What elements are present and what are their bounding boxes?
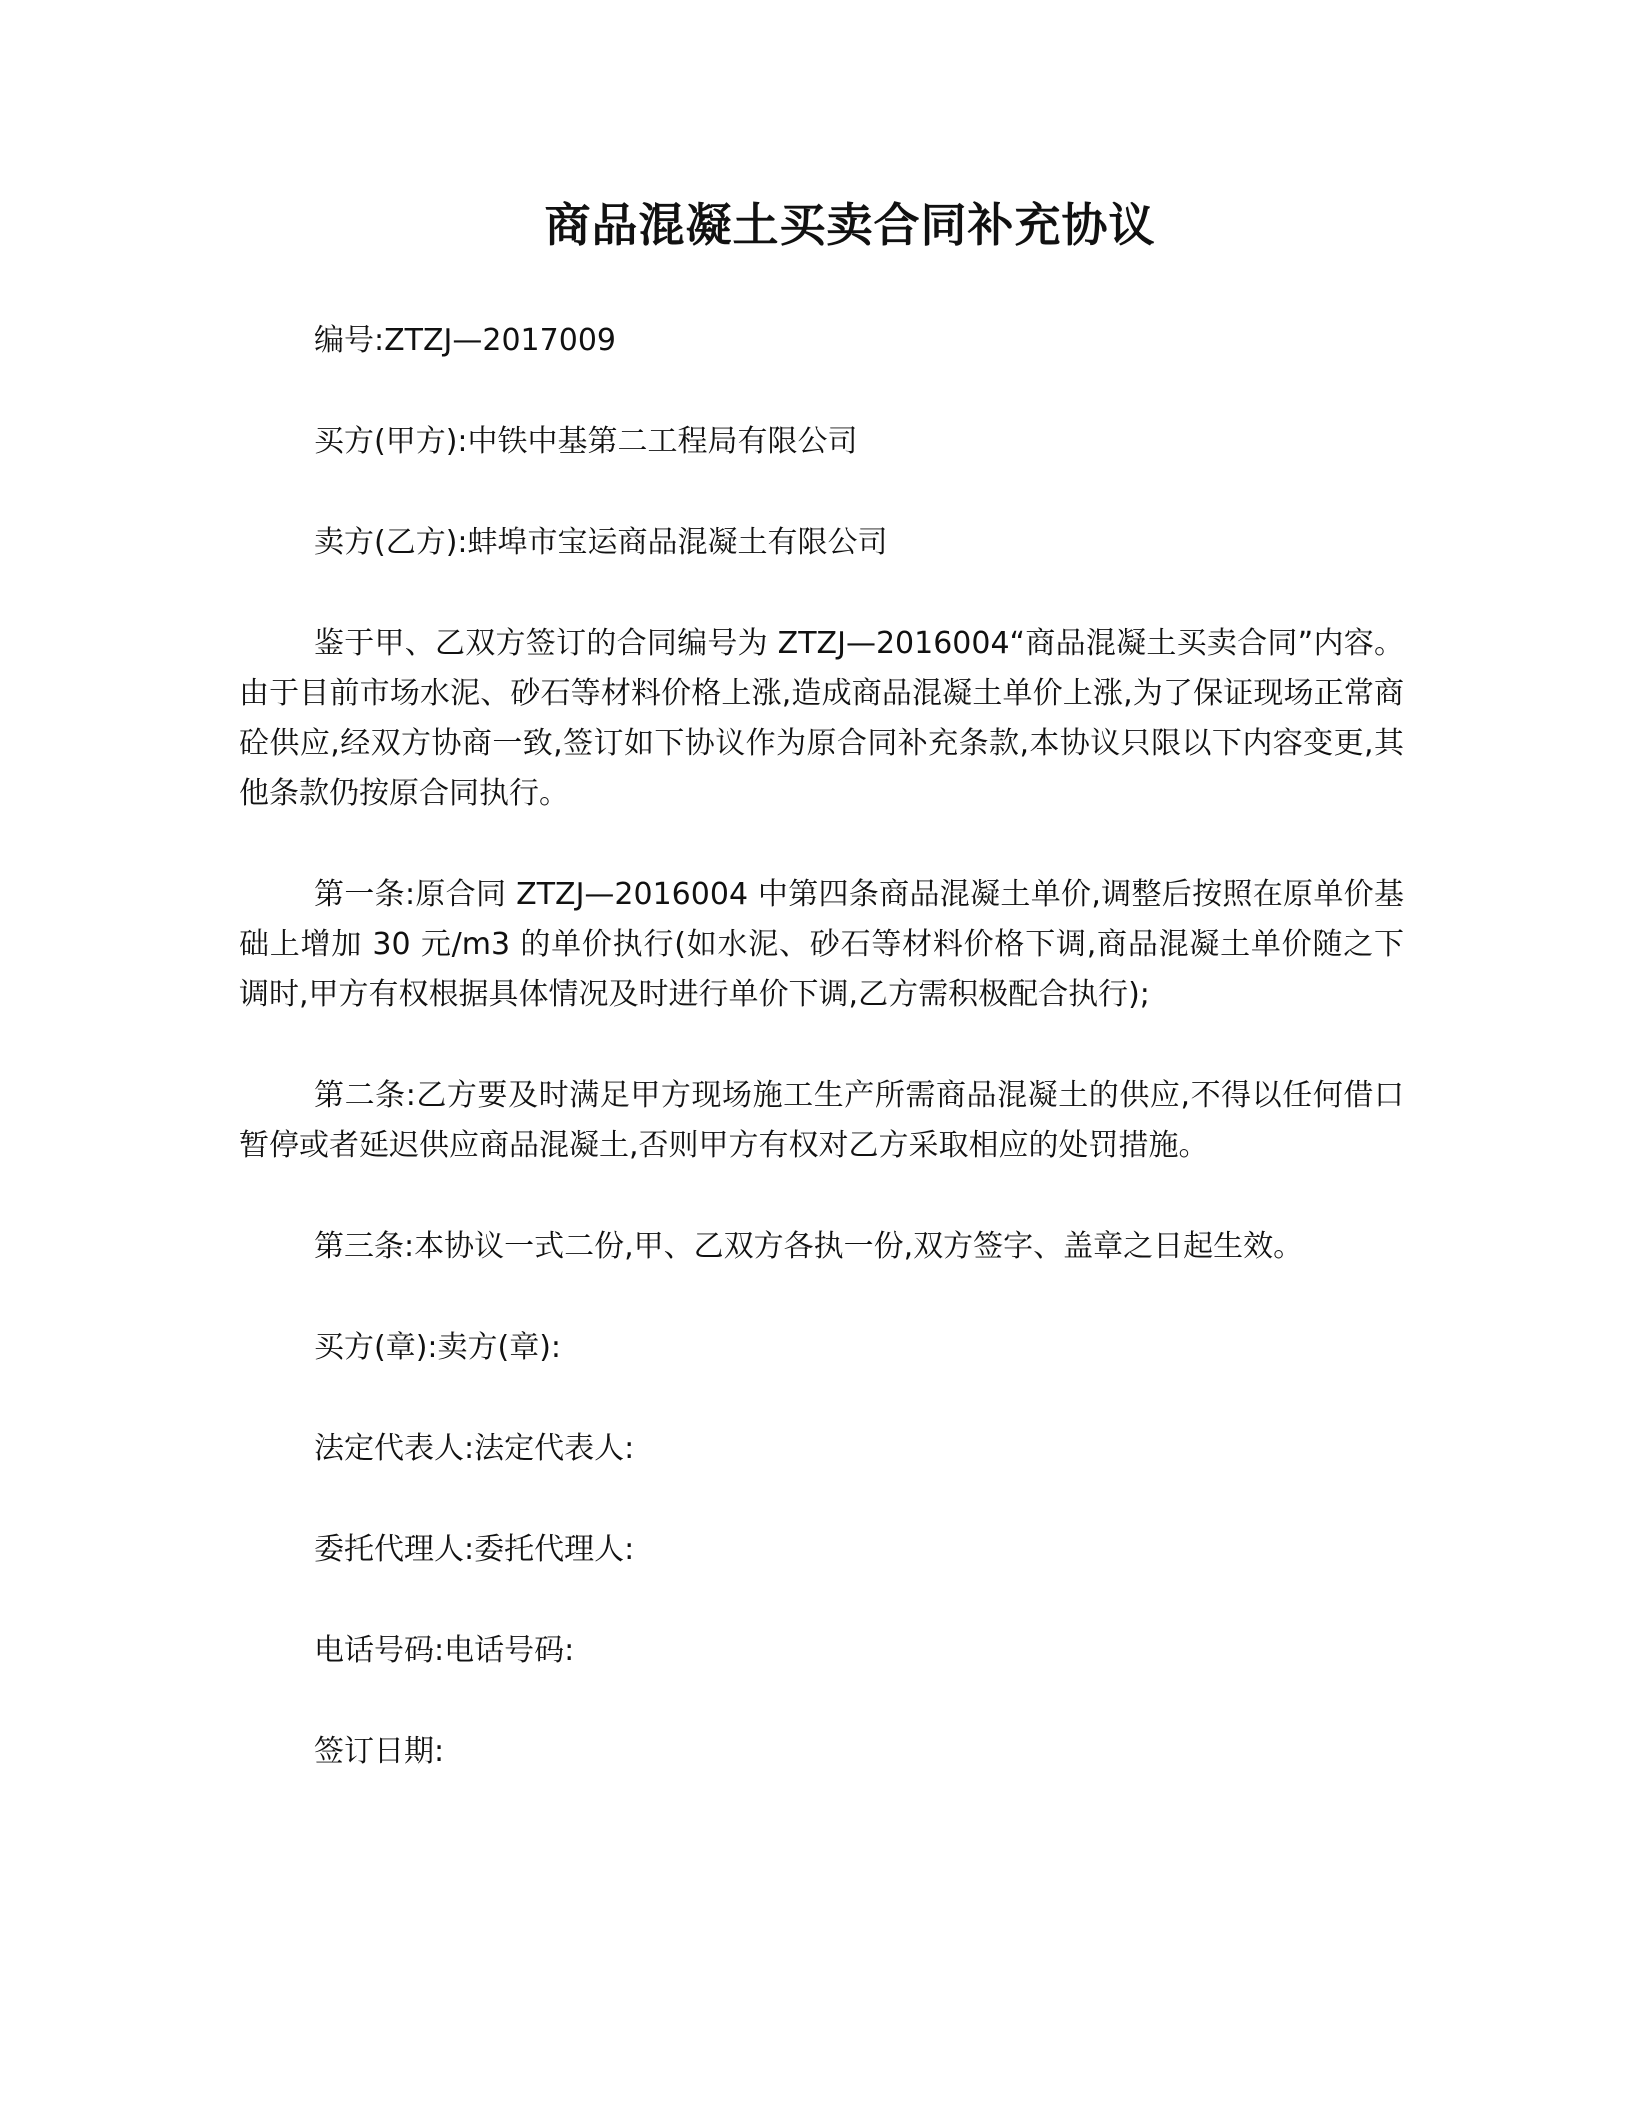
signature-agent-line: 委托代理人:委托代理人: xyxy=(314,1532,635,1567)
document-title: 商品混凝土买卖合同补充协议 xyxy=(544,198,1156,252)
article-2: 第二条:乙方要及时满足甲方现场施工生产所需商品混凝土的供应,不得以任何借口暂停或者延迟供应商品混凝土,否则甲方有权对乙方采取相应的处罚措施。 xyxy=(239,1078,1404,1163)
preamble-paragraph: 鉴于甲、乙双方签订的合同编号为 ZTZJ—2016004“商品混凝土买卖合同”内容。由于目前市场水泥、砂石等材料价格上涨,造成商品混凝土单价上涨,为了保证现场正常商砼供应,经双方协商一致,签订如下协议作为原合同补充条款,本协议只限以下内容变更,其他条款仍按原合同执行。 xyxy=(239,626,1404,811)
article-1: 第一条:原合同 ZTZJ—2016004 中第四条商品混凝土单价,调整后按照在原单价基础上增加 30 元/m3 的单价执行(如水泥、砂石等材料价格下调,商品混凝土单价随之下调时,甲方有权根据具体情况及时进行单价下调,乙方需积极配合执行); xyxy=(239,877,1404,1012)
document-body xyxy=(239,316,1404,1828)
signature-representative-line: 法定代表人:法定代表人: xyxy=(314,1431,635,1466)
article-3: 第三条:本协议一式二份,甲、乙双方各执一份,双方签字、盖章之日起生效。 xyxy=(314,1229,1304,1264)
signature-date-line: 签订日期: xyxy=(314,1734,445,1769)
contract-number: 编号:ZTZJ—2017009 xyxy=(314,323,616,358)
signature-phone-line: 电话号码:电话号码: xyxy=(314,1633,575,1668)
seller-party: 卖方(乙方):蚌埠市宝运商品混凝土有限公司 xyxy=(314,525,888,560)
signature-stamp-line: 买方(章):卖方(章): xyxy=(314,1330,562,1365)
buyer-party: 买方(甲方):中铁中基第二工程局有限公司 xyxy=(314,424,858,459)
